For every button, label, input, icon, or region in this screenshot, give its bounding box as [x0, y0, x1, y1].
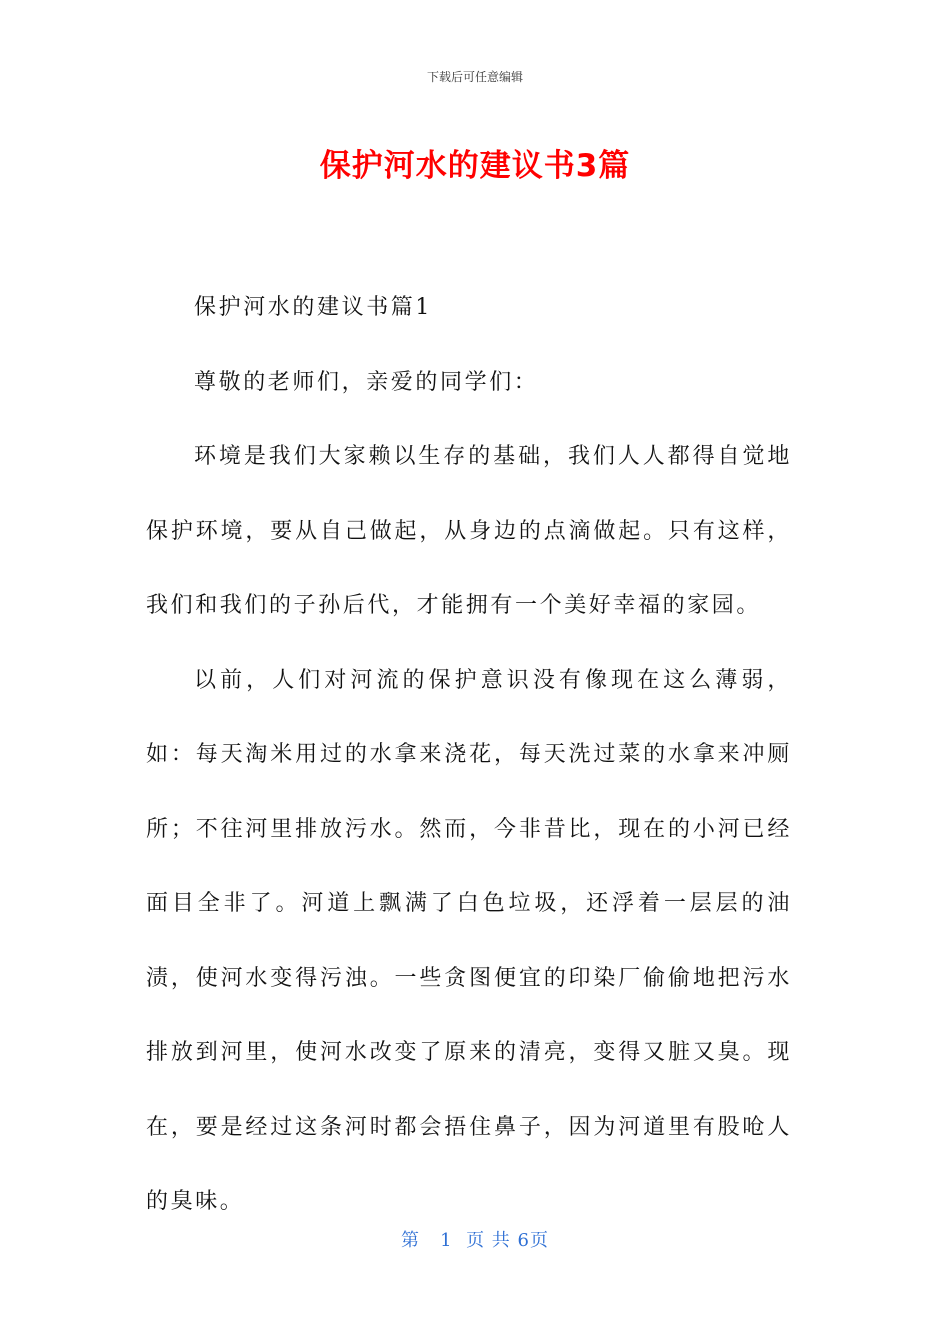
salutation: 尊敬的老师们，亲爱的同学们：: [194, 369, 539, 395]
page-suffix: 页: [530, 1230, 549, 1251]
document-body: [146, 271, 792, 1240]
section-heading: 保护河水的建议书篇1: [194, 295, 432, 320]
document-title: 保护河水的建议书3篇: [319, 148, 631, 184]
body-paragraph: 以前，人们对河流的保护意识没有像现在这么薄弱，如：每天淘米用过的水拿来浇花，每天洗过菜的水拿来冲厕所；不往河里排放污水。然而，今非昔比，现在的小河已经面目全非了。河道上飘满了白色垃圾，还浮着一层层的油渍，使河水变得污浊。一些贪图便宜的印染厂偷偷地把污水排放到河里，使河水改变了原来的清亮，变得又脏又臭。现在，要是经过这条河时都会捂住鼻子，因为河道里有股呛人的臭味。: [146, 667, 792, 1214]
page-mid: 页 共: [466, 1230, 511, 1251]
current-page-number: 1: [440, 1230, 453, 1251]
page-prefix: 第: [401, 1230, 420, 1251]
total-pages-number: 6: [517, 1230, 530, 1251]
body-paragraph: 环境是我们大家赖以生存的基础，我们人人都得自觉地保护环境，要从自己做起，从身边的点滴做起。只有这样，我们和我们的子孙后代，才能拥有一个美好幸福的家园。: [146, 444, 792, 618]
header-note: 下载后可任意编辑: [426, 70, 523, 84]
page-footer: [0, 1226, 950, 1252]
